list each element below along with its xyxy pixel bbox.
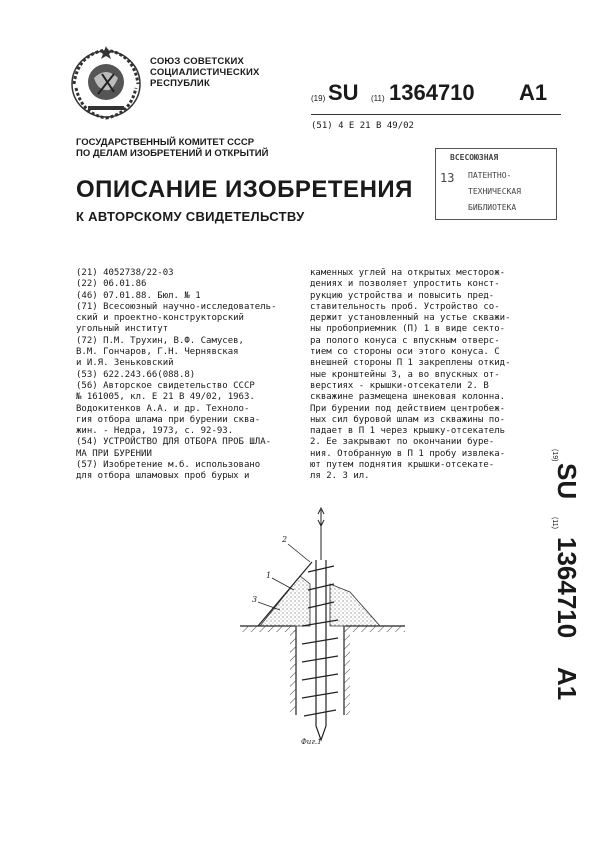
patent-kind: A1: [519, 80, 548, 105]
organization-name: СОЮЗ СОВЕТСКИХ СОЦИАЛИСТИЧЕСКИХ РЕСПУБЛИК: [150, 56, 260, 89]
document-subtitle: К АВТОРСКОМУ СВИДЕТЕЛЬСТВУ: [76, 209, 305, 224]
label-1: 1: [266, 571, 272, 580]
ipc-classification: (51) 4 Е 21 В 49/02: [311, 121, 414, 131]
abstract-text: каменных углей на открытых месторож- дениях и позволяет упростить конст- рукцию устройства и повысить пред- ставительность проб. Устройство со- держит установленный на устье скважи- ны пробоприемник (П) 1 в виде секто- ра полого конуса с впускным отверс- тием со стороны оси этого конуса. С внешней стороны П 1 закреплены откид- ные кронштейны 3, а во впускных от- верстиях - крышки-отсекатели 2. В скважине размещена шнековая колонна. При бурении под действием центробеж- ных сил буровой шлам из скважины по- падает в П 1 через крышку-отсекатель 2. Ее закрывают по окончании буре- ния. Отобранную в П 1 пробу извлека- ют путем поднятия крышки-отсекате- ля 2. 3 ил.: [310, 268, 511, 482]
label-2: 2: [282, 535, 288, 544]
code-11: (11): [371, 94, 385, 103]
document-title: ОПИСАНИЕ ИЗОБРЕТЕНИЯ: [76, 176, 413, 203]
figure-caption: Фиг.1: [301, 738, 322, 746]
label-3: 3: [252, 595, 258, 604]
patent-number-line: [311, 78, 561, 108]
divider: [311, 114, 561, 115]
state-committee: ГОСУДАРСТВЕННЫЙ КОМИТЕТ СССР ПО ДЕЛАМ ИЗОБРЕТЕНИЙ И ОТКРЫТИЙ: [76, 137, 269, 159]
side-patent-number: (19) SU (11) 1364710 A1: [551, 449, 582, 701]
library-stamp: ВСЕСОЮЗНАЯ 13 ПАТЕНТНО- ТЕХНИЧЕСКАЯ БИБЛИОТЕКА: [435, 148, 557, 220]
patent-number: 1364710: [389, 80, 475, 105]
country-code: SU: [328, 80, 359, 105]
ussr-emblem-icon: [68, 44, 144, 120]
code-19: (19): [311, 94, 326, 103]
figure-drilling-device: [230, 500, 410, 760]
bibliographic-data: (21) 4052738/22-03 (22) 06.01.86 (46) 07.01.88. Бюл. № 1 (71) Всесоюзный научно-исследователь- ский и проектно-конструкторский угольный институт (72) П.М. Трухин, В.Ф. Самусев, В.М. Гончаров, Г.Н. Чернявская и И.Я. Зеньковский (53) 622.243.66(088.8) (56) Авторское свидетельство СССР № 161005, кл. Е 21 В 49/02, 1963. Водокитенков А.А. и др. Техноло- гия отбора шлама при бурении сква- жин. - Недра, 1973, с. 92-93. (54) УСТРОЙСТВО ДЛЯ ОТБОРА ПРОБ ШЛА- МА ПРИ БУРЕНИИ (57) Изобретение м.б. использовано для отбора шламовых проб бурых и: [76, 268, 277, 482]
